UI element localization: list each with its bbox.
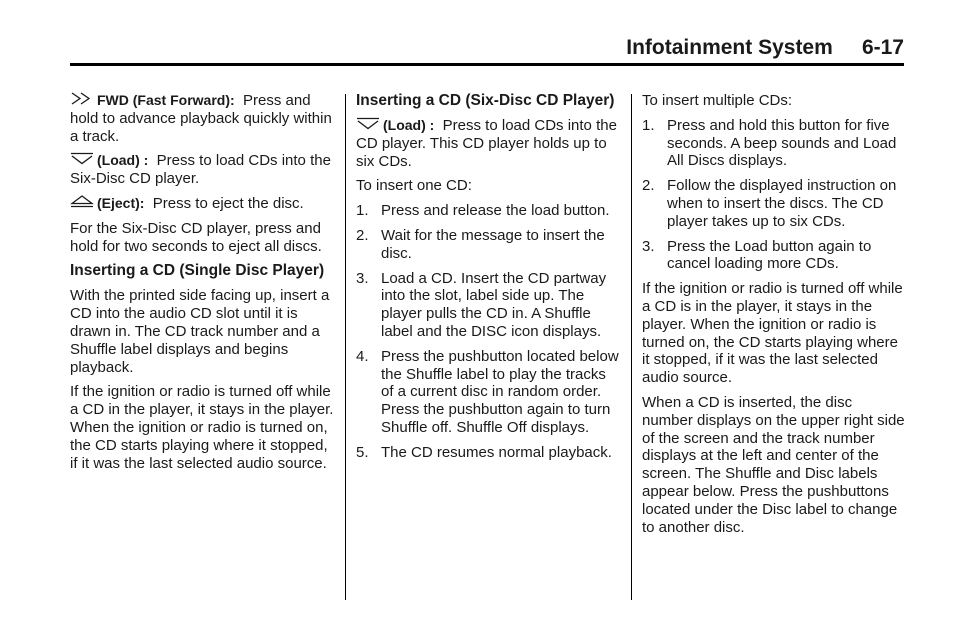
page-header: [70, 36, 904, 70]
ignition-paragraph: If the ignition or radio is turned off while a CD in the player, it stays in the player. When the ignition or radio is turned on, the CD starts playing where it stopped, if it was the last selected audio source.: [70, 383, 334, 472]
header-rule: [70, 63, 904, 66]
fast-forward-icon: [70, 92, 94, 105]
fwd-term: FWD (Fast Forward):: [97, 92, 235, 108]
list-item: [356, 202, 620, 220]
fwd-paragraph: [70, 92, 334, 145]
step-text: Press the Load button again to cancel loading more CDs.: [667, 237, 872, 273]
insert-multiple-steps: [642, 117, 906, 273]
column-divider: [631, 94, 632, 600]
step-text: Press the pushbutton located below the Shuffle label to play the tracks of a current disc in random order. Press the pushbutton again to turn Shuffle off. Shuffle Off displays.: [381, 347, 619, 436]
six-disc-eject-paragraph: For the Six-Disc CD player, press and hold for two seconds to eject all discs.: [70, 219, 322, 255]
page-title: Infotainment System 6-17: [626, 36, 904, 59]
step-text: Press and release the load button.: [381, 202, 610, 220]
step-number: 1.: [642, 116, 655, 134]
column-2: [356, 92, 620, 469]
fwd-text: Press and hold to advance playback quickly within a track.: [70, 92, 332, 145]
list-item: [642, 238, 906, 274]
step-number: 3.: [356, 269, 369, 287]
list-item: [642, 177, 906, 230]
insert-one-intro: To insert one CD:: [356, 177, 472, 195]
step-number: 5.: [356, 443, 369, 461]
load-icon: [70, 152, 94, 165]
step-text: Wait for the message to insert the disc.: [381, 226, 605, 262]
step-number: 2.: [642, 177, 655, 195]
column-1: [70, 92, 334, 479]
step-text: Load a CD. Insert the CD partway into the slot, label side up. The player pulls the CD in. A Shuffle label and the DISC icon displays.: [381, 269, 607, 340]
load-text: Press to load CDs into the Six-Disc CD player.: [70, 152, 331, 188]
list-item: [356, 270, 620, 341]
eject-term: (Eject):: [97, 194, 145, 211]
ignition-paragraph: If the ignition or radio is turned off while a CD is in the player, it stays in the player. When the ignition or radio is turned on, the CD starts playing where it stopped, if it was the last selected audio source.: [642, 280, 903, 387]
step-number: 1.: [356, 202, 369, 220]
single-disc-heading: Inserting a CD (Single Disc Player): [70, 262, 325, 280]
disc-number-paragraph: When a CD is inserted, the disc number displays on the upper right side of the screen and the track number displays at the left and center of the screen. The Shuffle and Disc labels appear below. Press the pushbuttons located under the Disc label to change to another disc.: [642, 393, 905, 536]
insert-one-steps: [356, 202, 620, 461]
list-item: [642, 117, 906, 170]
six-disc-heading: Inserting a CD (Six-Disc CD Player): [356, 92, 615, 109]
six-disc-load-term: (Load) :: [383, 117, 435, 133]
six-disc-load-text: Press to load CDs into the CD player. This CD player holds up to six CDs.: [356, 117, 617, 170]
eject-text: Press to eject the disc.: [152, 194, 304, 212]
column-divider: [345, 94, 346, 600]
list-item: [356, 348, 620, 437]
step-text: Press and hold this button for five seconds. A beep sounds and Load All Discs displays.: [667, 116, 897, 170]
single-disc-paragraph: With the printed side facing up, insert a CD into the audio CD slot until it is drawn in. The CD track number and a Shuffle label displays and begins playback.: [70, 287, 330, 376]
eject-paragraph: [70, 195, 334, 213]
step-text: Follow the displayed instruction on when to insert the discs. The CD player takes up to six CDs.: [667, 177, 897, 230]
list-item: [356, 227, 620, 263]
six-disc-load-paragraph: [356, 117, 620, 170]
load-paragraph: [70, 152, 334, 188]
load-term: (Load) :: [97, 152, 149, 169]
list-item: [356, 444, 620, 462]
insert-multiple-intro: To insert multiple CDs:: [642, 92, 793, 109]
eject-icon: [70, 195, 94, 208]
step-text: The CD resumes normal playback.: [381, 443, 612, 461]
step-number: 3.: [642, 237, 655, 255]
column-3: [642, 92, 906, 543]
load-icon: [356, 117, 380, 130]
step-number: 4.: [356, 347, 369, 365]
step-number: 2.: [356, 226, 369, 244]
